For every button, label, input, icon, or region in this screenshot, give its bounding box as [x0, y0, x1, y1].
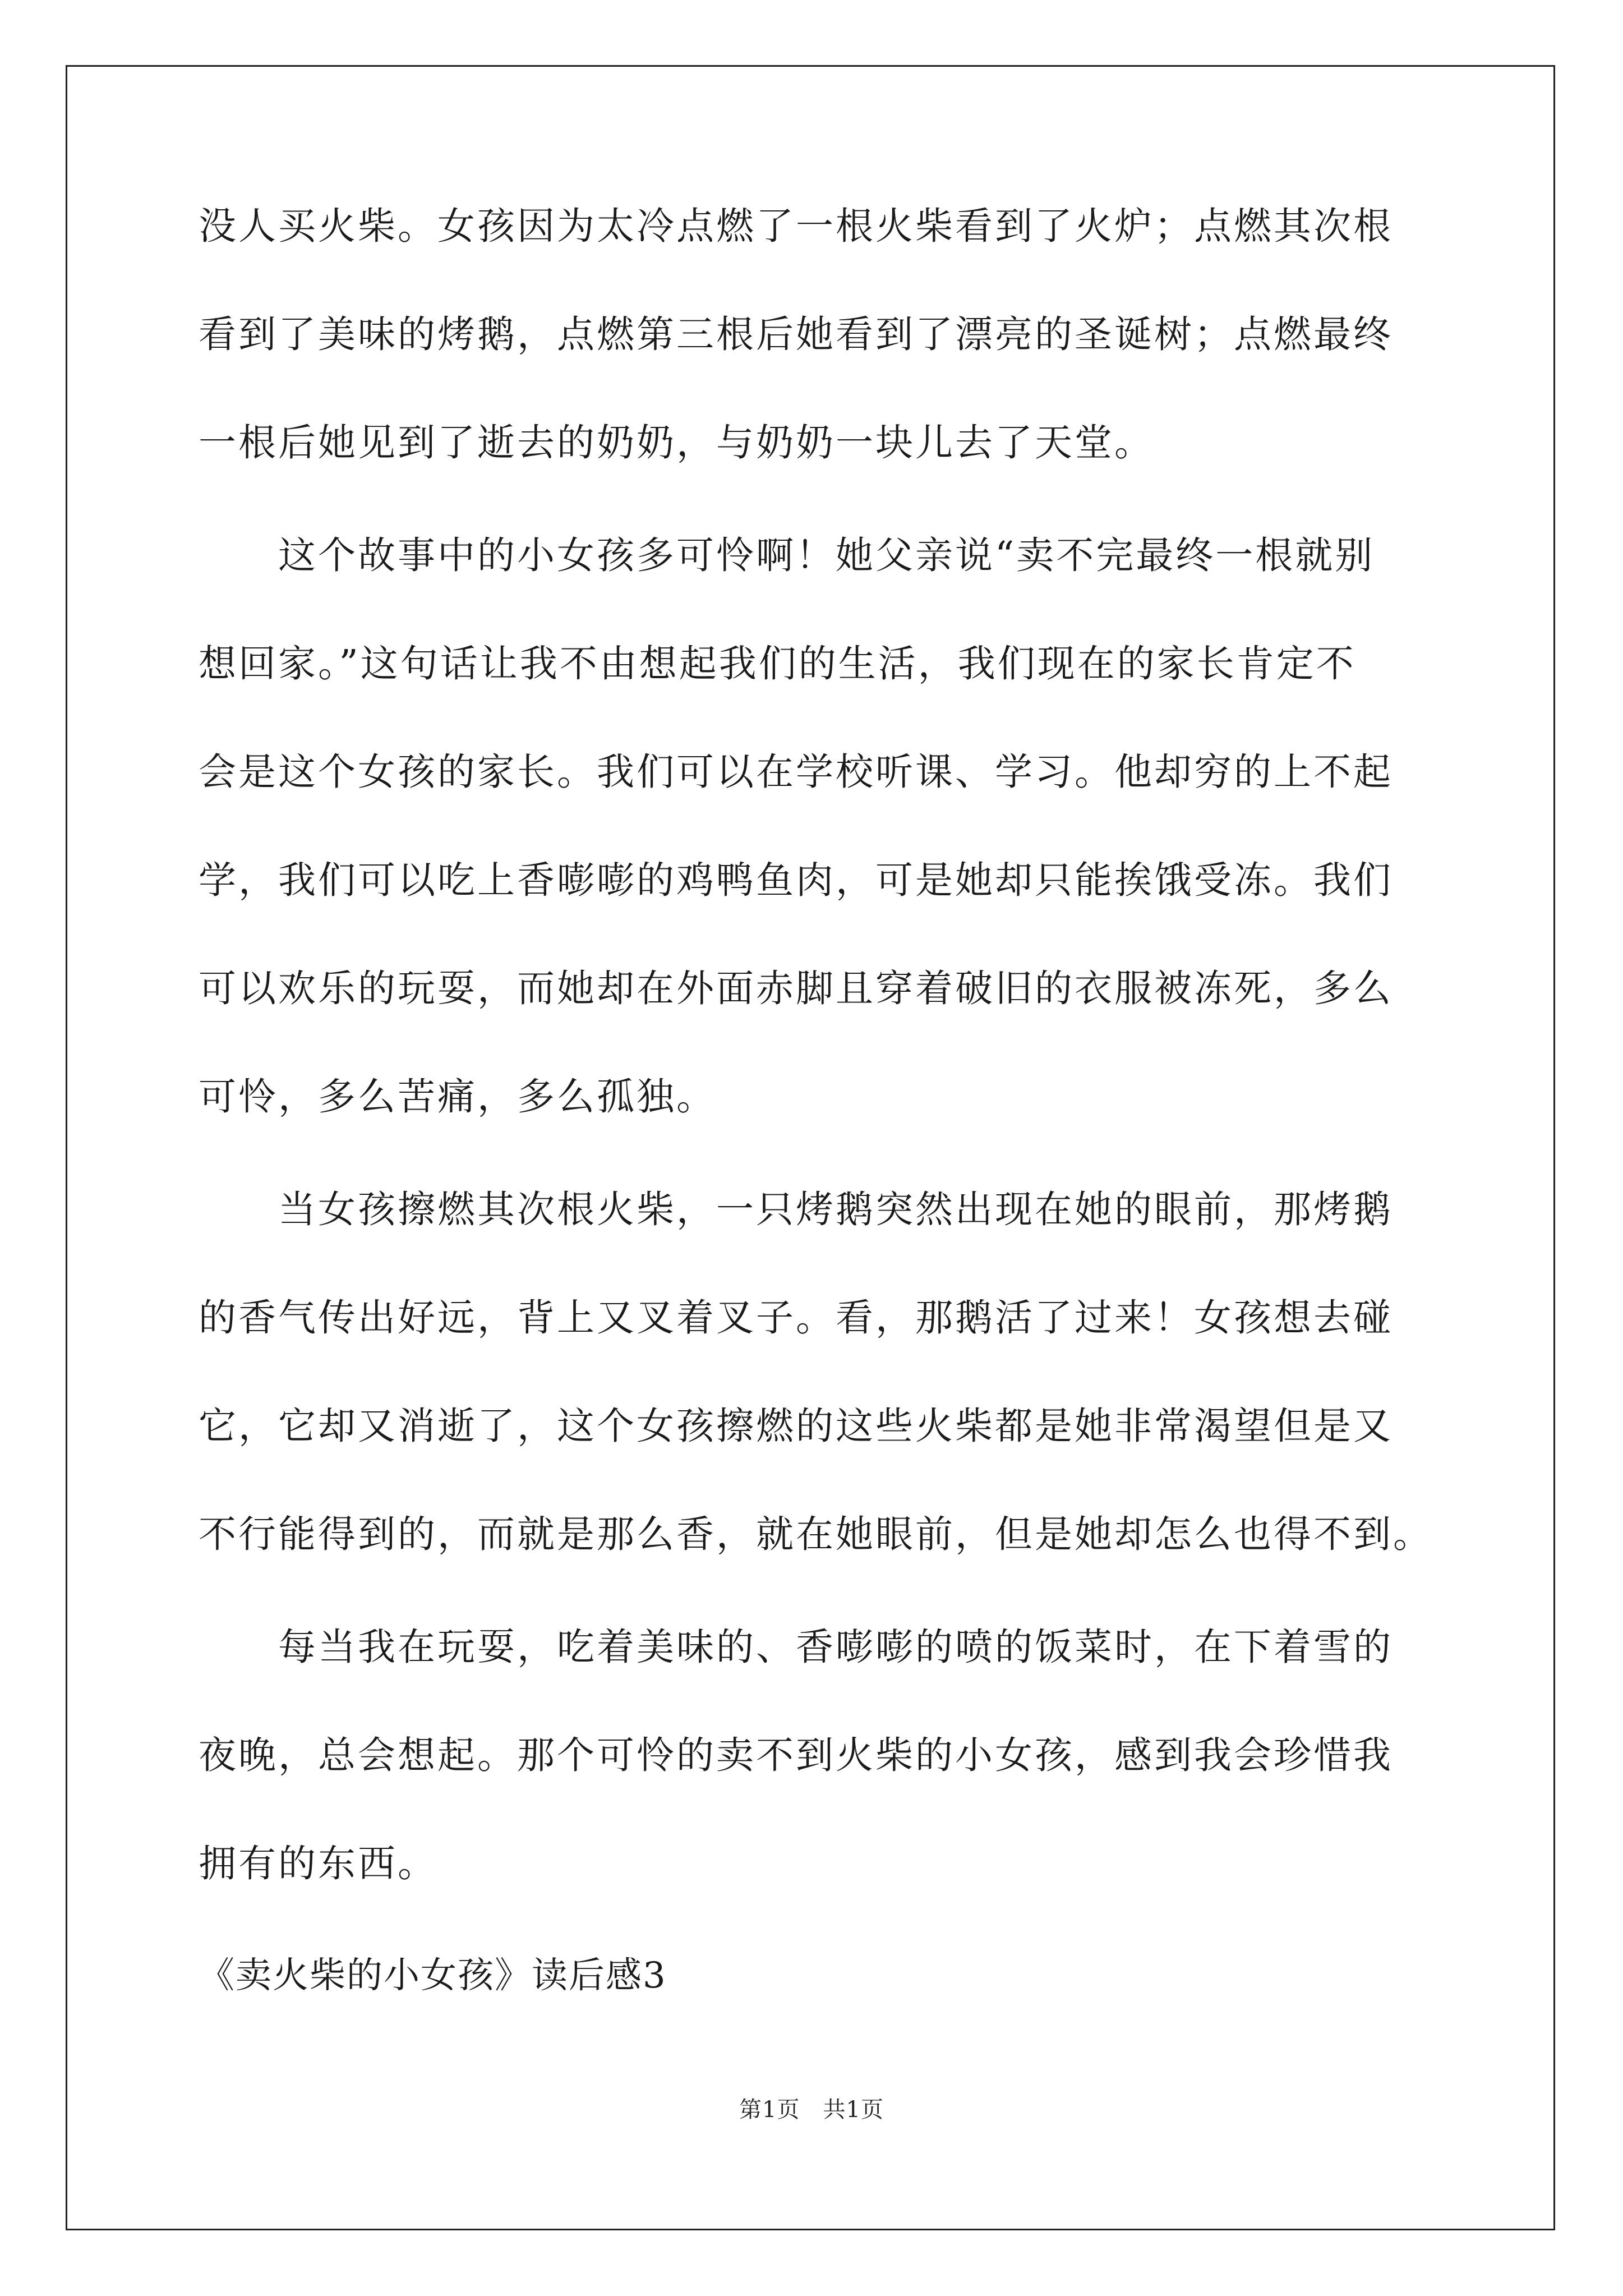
- paragraph-4-line-2: 夜晚，总会想起。那个可怜的卖不到火柴的小女孩，感到我会珍惜我: [199, 1733, 1393, 1777]
- paragraph-3-line-1: 当女孩擦燃其次根火柴，一只烤鹅突然出现在她的眼前，那烤鹅: [199, 1188, 1393, 1231]
- document-body: [199, 204, 1433, 1996]
- section-heading: 《卖火柴的小女孩》读后感3: [199, 1955, 667, 1996]
- page-footer: 第1页 共1页: [739, 2097, 884, 2123]
- paragraph-1-line-2: 看到了美味的烤鹅，点燃第三根后她看到了漂亮的圣诞树；点燃最终: [199, 312, 1393, 356]
- paragraph-3-line-2: 的香气传出好远，背上又叉着叉子。看，那鹅活了过来！女孩想去碰: [199, 1296, 1393, 1340]
- paragraph-4-line-1: 每当我在玩耍，吃着美味的、香嘭嘭的喷的饭菜时，在下着雪的: [199, 1625, 1393, 1669]
- paragraph-2-line-5: 可以欢乐的玩耍，而她却在外面赤脚且穿着破旧的衣服被冻死，多么: [199, 967, 1393, 1010]
- paragraph-2-line-3: 会是这个女孩的家长。我们可以在学校听课、学习。他却穷的上不起: [199, 750, 1393, 794]
- paragraph-2-line-4: 学，我们可以吃上香嘭嘭的鸡鸭鱼肉，可是她却只能挨饿受冻。我们: [199, 858, 1393, 902]
- paragraph-2-line-1: 这个故事中的小女孩多可怜啊！她父亲说“卖不完最终一根就别: [199, 533, 1375, 577]
- paragraph-3-line-4: 不行能得到的，而就是那么香，就在她眼前，但是她却怎么也得不到。: [199, 1512, 1433, 1556]
- paragraph-1-line-1: 没人买火柴。女孩因为太冷点燃了一根火柴看到了火炉；点燃其次根: [199, 204, 1393, 248]
- paragraph-2-line-6: 可怜，多么苦痛，多么孤独。: [199, 1075, 716, 1119]
- paragraph-3-line-3: 它，它却又消逝了，这个女孩擦燃的这些火柴都是她非常渴望但是又: [199, 1404, 1393, 1448]
- paragraph-1-line-3: 一根后她见到了逝去的奶奶，与奶奶一块儿去了天堂。: [199, 421, 1154, 464]
- paragraph-2-line-2: 想回家。”这句话让我不由想起我们的生活，我们现在的家长肯定不: [199, 642, 1356, 685]
- paragraph-4-line-3: 拥有的东西。: [199, 1842, 437, 1885]
